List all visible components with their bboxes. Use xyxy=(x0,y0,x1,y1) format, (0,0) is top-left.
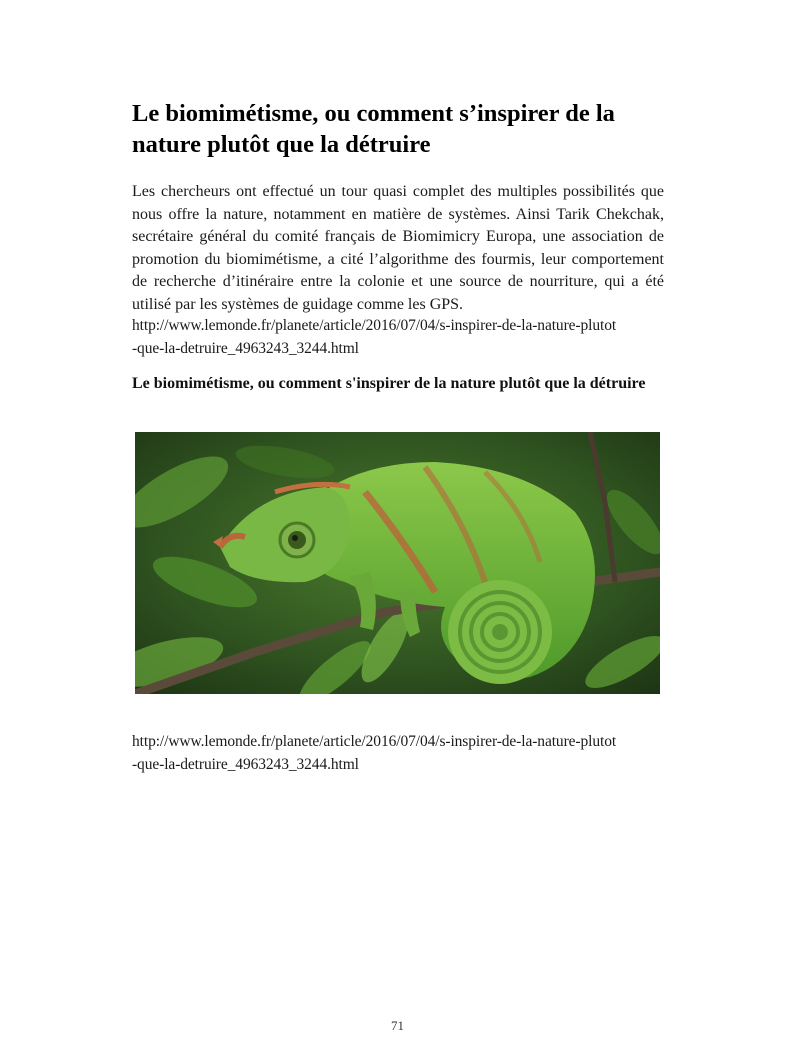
page-title: Le biomimétisme, ou comment s’inspirer de la nature plutôt que la détruire xyxy=(132,100,615,158)
page-number: 71 xyxy=(391,1018,404,1033)
body-paragraph: Les chercheurs ont effectué un tour quasi complet des multiples possibilités que nous offre la nature, notamment en matière de systèmes. Ainsi Tarik Chekchak, secrétaire général du comité français de Biomimicry Europa, une association de promotion du biomimétisme, a cité l’algorithme des fourmis, leur comportement de recherche d’itinéraire entre la colonie et une source de nourriture, qui a été utilisé par les systèmes de guidage comme les GPS. xyxy=(132,183,664,313)
caption-url[interactable] xyxy=(132,731,672,776)
chameleon-photo xyxy=(135,432,660,694)
source-url-line2[interactable]: -que-la-detruire_4963243_3244.html xyxy=(132,339,359,357)
caption-url-line1[interactable]: http://www.lemonde.fr/planete/article/2016/07/04/s-inspirer-de-la-nature-plutot xyxy=(132,733,617,750)
source-url[interactable] xyxy=(132,315,672,360)
subheading: Le biomimétisme, ou comment s'inspirer de la nature plutôt que la détruire xyxy=(132,375,646,392)
source-url-line1[interactable]: http://www.lemonde.fr/planete/article/2016/07/04/s-inspirer-de-la-nature-plutot xyxy=(132,317,617,334)
caption-url-line2[interactable]: -que-la-detruire_4963243_3244.html xyxy=(132,755,359,773)
